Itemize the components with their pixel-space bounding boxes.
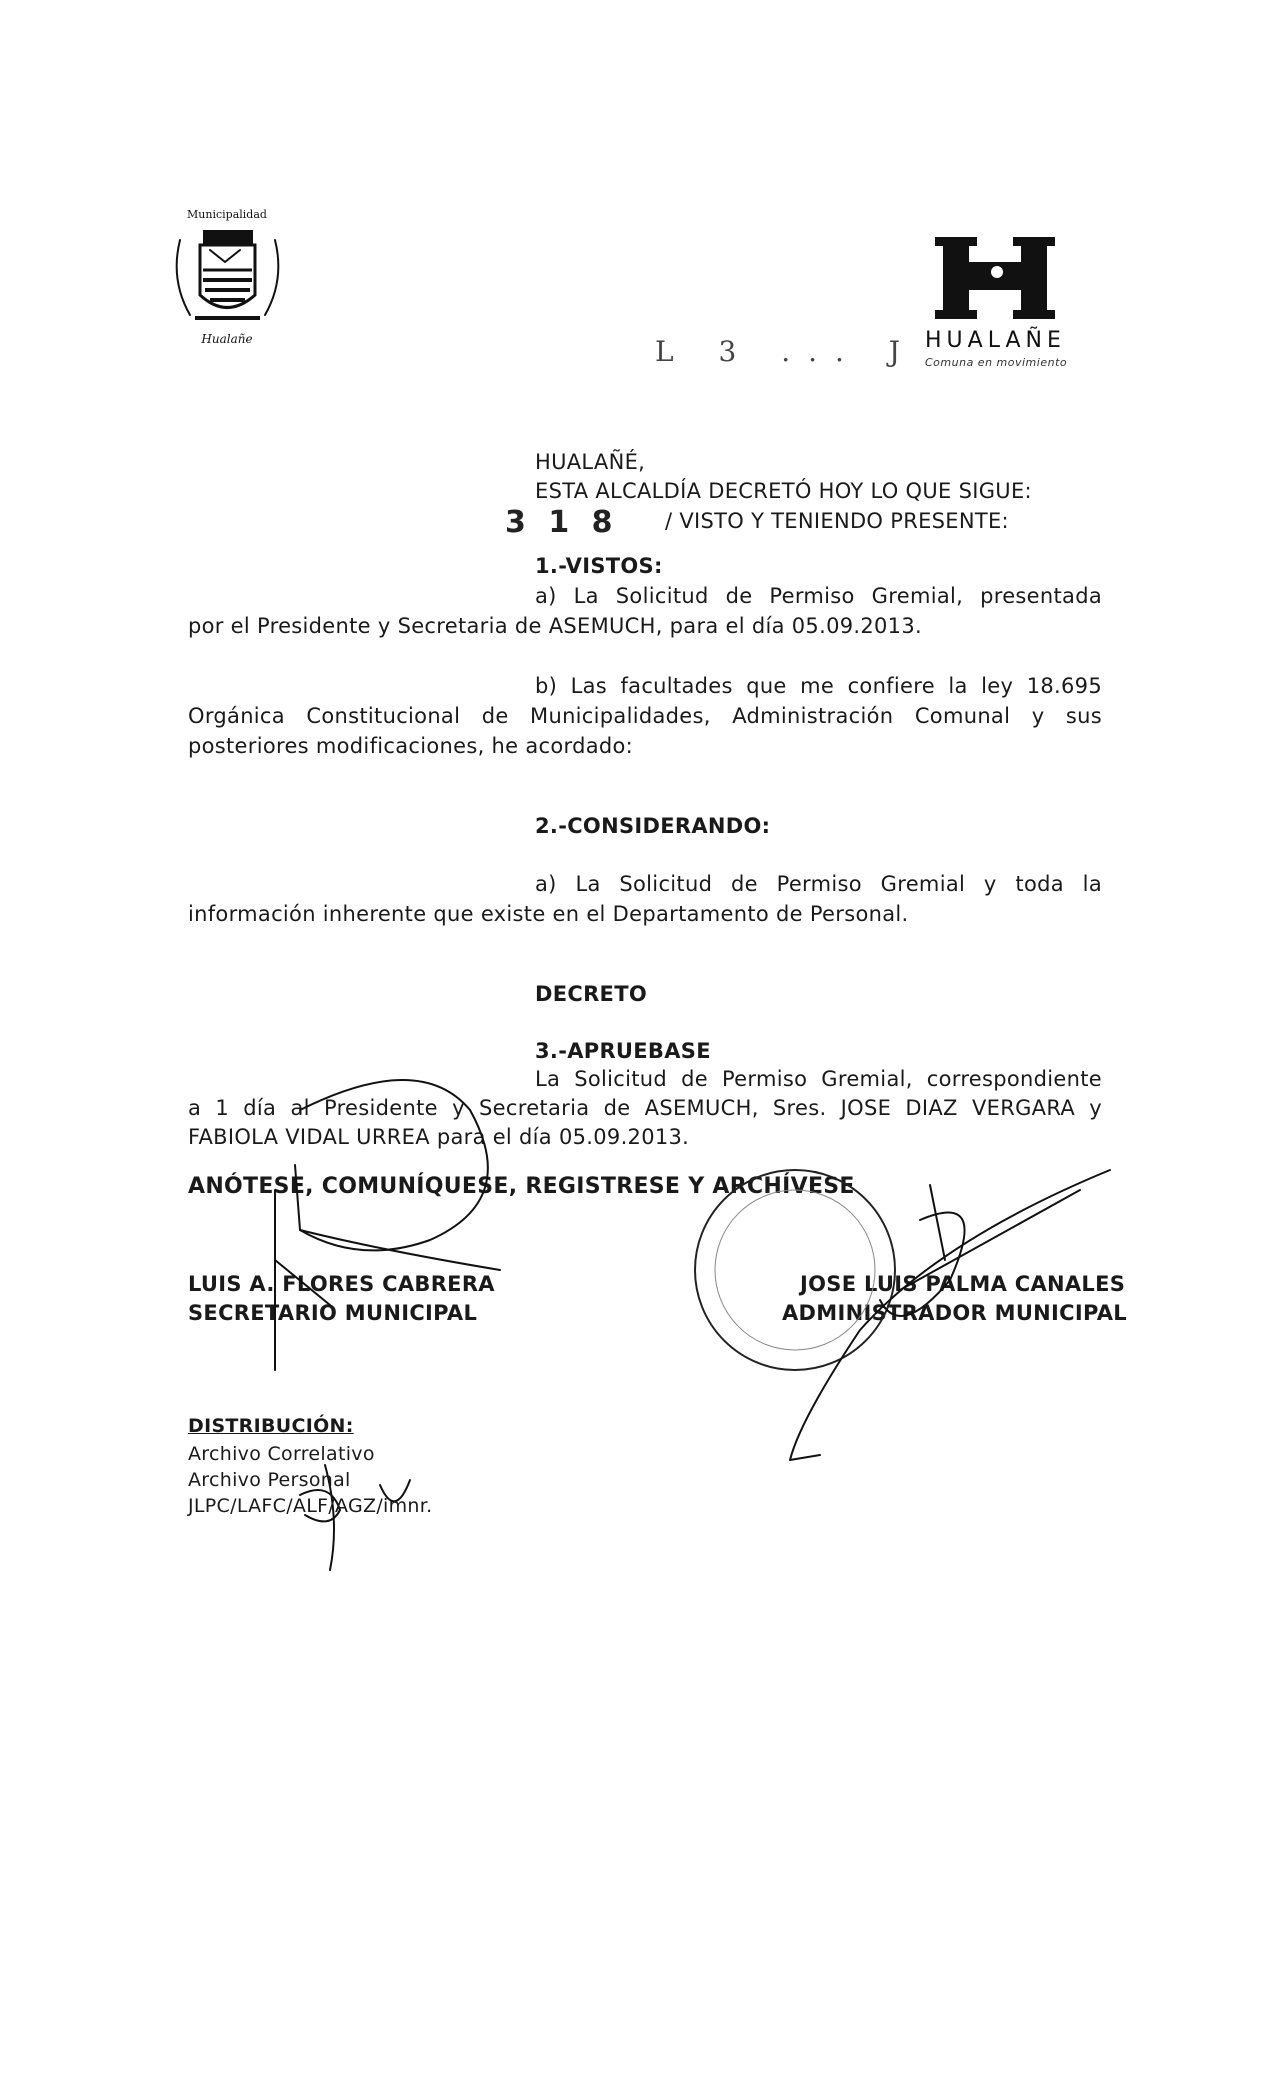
left-signatory-title: SECRETARIO MUNICIPAL <box>188 1301 478 1325</box>
vistos-a-first: a) La Solicitud de Permiso Gremial, presentada <box>535 584 1102 608</box>
hualane-logo-tagline: Comuna en movimiento <box>925 356 1068 369</box>
vistos-b-line2: Orgánica Constitucional de Municipalidades, Administración Comunal y sus <box>188 704 1102 728</box>
decreto-first: La Solicitud de Permiso Gremial, correspondiente <box>535 1067 1102 1091</box>
vistos-b-line3: posteriores modificaciones, he acordado: <box>188 734 634 758</box>
decree-number: 3 1 8 <box>505 505 619 540</box>
right-signatory-title: ADMINISTRADOR MUNICIPAL <box>782 1301 1127 1325</box>
decreto-sub-heading: 3.-APRUEBASE <box>535 1039 711 1063</box>
considerando-a-rest: información inherente que existe en el Departamento de Personal. <box>188 902 909 926</box>
right-signatory-name: JOSE LUIS PALMA CANALES <box>800 1272 1126 1296</box>
municipal-seal-graphic <box>165 200 290 350</box>
distribucion-heading: DISTRIBUCIÓN: <box>188 1415 354 1437</box>
distribucion-item: Archivo Correlativo <box>188 1443 375 1465</box>
distribucion-item: JLPC/LAFC/ALF/AGZ/imnr. <box>188 1495 433 1517</box>
hualane-logo-name: HUALAÑE <box>925 328 1066 353</box>
hualane-logo-mark <box>925 232 1070 322</box>
decreto-heading: DECRETO <box>535 982 647 1006</box>
left-signatory-name: LUIS A. FLORES CABRERA <box>188 1272 495 1296</box>
considerando-a-first: a) La Solicitud de Permiso Gremial y toda la <box>535 872 1102 896</box>
vistos-a-rest: por el Presidente y Secretaria de ASEMUCH, para el día 05.09.2013. <box>188 614 922 638</box>
hualane-logo <box>925 232 1070 382</box>
intro-city: HUALAÑÉ, <box>535 450 646 474</box>
intro-line2: ESTA ALCALDÍA DECRETÓ HOY LO QUE SIGUE: <box>535 479 1032 503</box>
vistos-heading: 1.-VISTOS: <box>535 554 663 578</box>
intro-line3: / VISTO Y TENIENDO PRESENTE: <box>665 509 1009 533</box>
distribucion-item: Archivo Personal <box>188 1469 351 1491</box>
decreto-line3: FABIOLA VIDAL URREA para el día 05.09.2013. <box>188 1125 690 1149</box>
municipal-seal <box>165 200 290 350</box>
considerando-heading: 2.-CONSIDERANDO: <box>535 814 771 838</box>
decreto-line2: a 1 día al Presidente y Secretaria de ASEMUCH, Sres. JOSE DIAZ VERGARA y <box>188 1096 1102 1120</box>
vistos-b-first: b) Las facultades que me confiere la ley 18.695 <box>535 674 1102 698</box>
seal-bottom-text: Hualañe <box>201 332 253 346</box>
closing-formula: ANÓTESE, COMUNÍQUESE, REGISTRESE Y ARCHÍVESE <box>188 1174 855 1199</box>
stamp-number: L 3 ... J <box>655 335 919 368</box>
seal-top-text: Municipalidad <box>187 208 267 221</box>
